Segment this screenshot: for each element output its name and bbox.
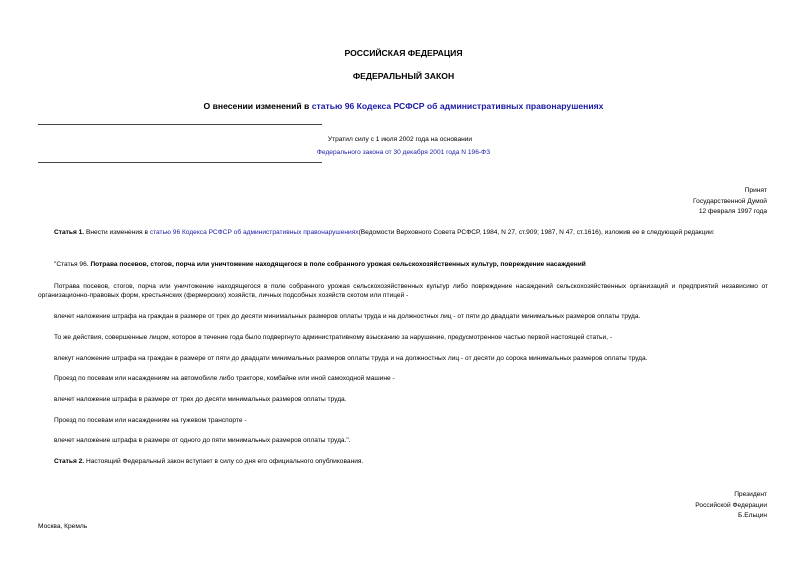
article-96-para-7: Проезд по посевам или насаждениям на гужевом транспорте - — [54, 417, 247, 424]
article-1-text-after: (Ведомости Верховного Совета РСФСР, 1984, N 27, ст.909; 1987, N 47, ст.1616), изложив ее в следующей редакции: — [358, 229, 715, 236]
article-96-para-3: То же действия, совершенные лицом, которое в течение года было подвергнуто административному взысканию за нарушение, предусмотренное частью первой настоящей статьи, - — [54, 334, 613, 341]
divider-bottom — [38, 162, 322, 163]
article-1 — [38, 228, 768, 237]
article-96-para-4: влекут наложение штрафа на граждан в размере от пяти до двадцати минимальных размеров оплаты труда и на должностных лиц - от десяти до сорока минимальных размеров оплаты труда. — [54, 355, 648, 362]
signature-block — [695, 490, 767, 522]
law-title — [0, 101, 807, 111]
article-96-para-5: Проезд по посевам или насаждениям на автомобиле либо тракторе, комбайне или иной самоходной машине - — [54, 375, 395, 382]
accepted-line3: 12 февраля 1997 года — [698, 208, 767, 215]
article-1-link[interactable]: статью 96 Кодекса РСФСР об административных правонарушениях — [149, 229, 359, 236]
article-96-para-8: влечет наложение штрафа в размере от одного до пяти минимальных размеров оплаты труда.". — [54, 437, 351, 444]
accepted-line2: Государственной Думой — [693, 197, 767, 205]
article-96-title: Потрава посевов, стогов, порча или уничтожение находящегося в поле собранного урожая сельскохозяйственных культур, повреждение насаждений — [90, 261, 586, 268]
signature-line1: Президент — [734, 491, 767, 498]
article-96-para-2: влечет наложение штрафа на граждан в размере от трех до десяти минимальных размеров оплаты труда и на должностных лиц - от пяти до двадцати минимальных размеров оплаты труда. — [54, 313, 641, 320]
doc-type-heading: ФЕДЕРАЛЬНЫЙ ЗАКОН — [352, 71, 455, 81]
place-of-signing: Москва, Кремль — [38, 523, 88, 530]
article-2-text: Настоящий Федеральный закон вступает в силу со дня его официального опубликования. — [84, 458, 364, 465]
repeal-notice: Утратил силу с 1 июля 2002 года на основании — [327, 136, 473, 143]
accepted-block — [693, 186, 767, 218]
repeal-notice-link[interactable]: Федерального закона от 30 декабря 2001 года N 196-ФЗ — [316, 149, 491, 156]
article-96-para-6: влечет наложение штрафа в размере от трех до десяти минимальных размеров оплаты труда. — [54, 396, 347, 403]
law-title-link[interactable]: статью 96 Кодекса РСФСР об административных правонарушениях — [311, 101, 604, 111]
country-heading: РОССИЙСКАЯ ФЕДЕРАЦИЯ — [344, 48, 463, 58]
signature-line3: Б.Ельцин — [738, 512, 767, 519]
signature-line2: Российской Федерации — [695, 501, 767, 509]
divider-top — [38, 124, 322, 125]
article-2-label: Статья 2. — [54, 458, 85, 465]
article-96-heading — [38, 260, 768, 269]
article-2 — [38, 457, 768, 466]
law-title-prefix: О внесении изменений в — [203, 101, 312, 111]
article-96-prefix: "Статья 96. — [54, 261, 91, 268]
accepted-line1: Принят — [744, 187, 767, 194]
article-1-label: Статья 1. — [54, 229, 85, 236]
article-1-text-before: Внести изменения в — [84, 229, 150, 236]
article-96-para-1: Потрава посевов, стогов, порча или уничтожение находящегося в поле собранного урожая сельскохозяйственных культур либо повреждение насаждений сельскохозяйственных организаций и предприятий независимо от организационно-правовых форм, крестьянских (фермерских) хозяйств, личных подсобных хозяйств скотом или птицей - — [38, 283, 768, 299]
